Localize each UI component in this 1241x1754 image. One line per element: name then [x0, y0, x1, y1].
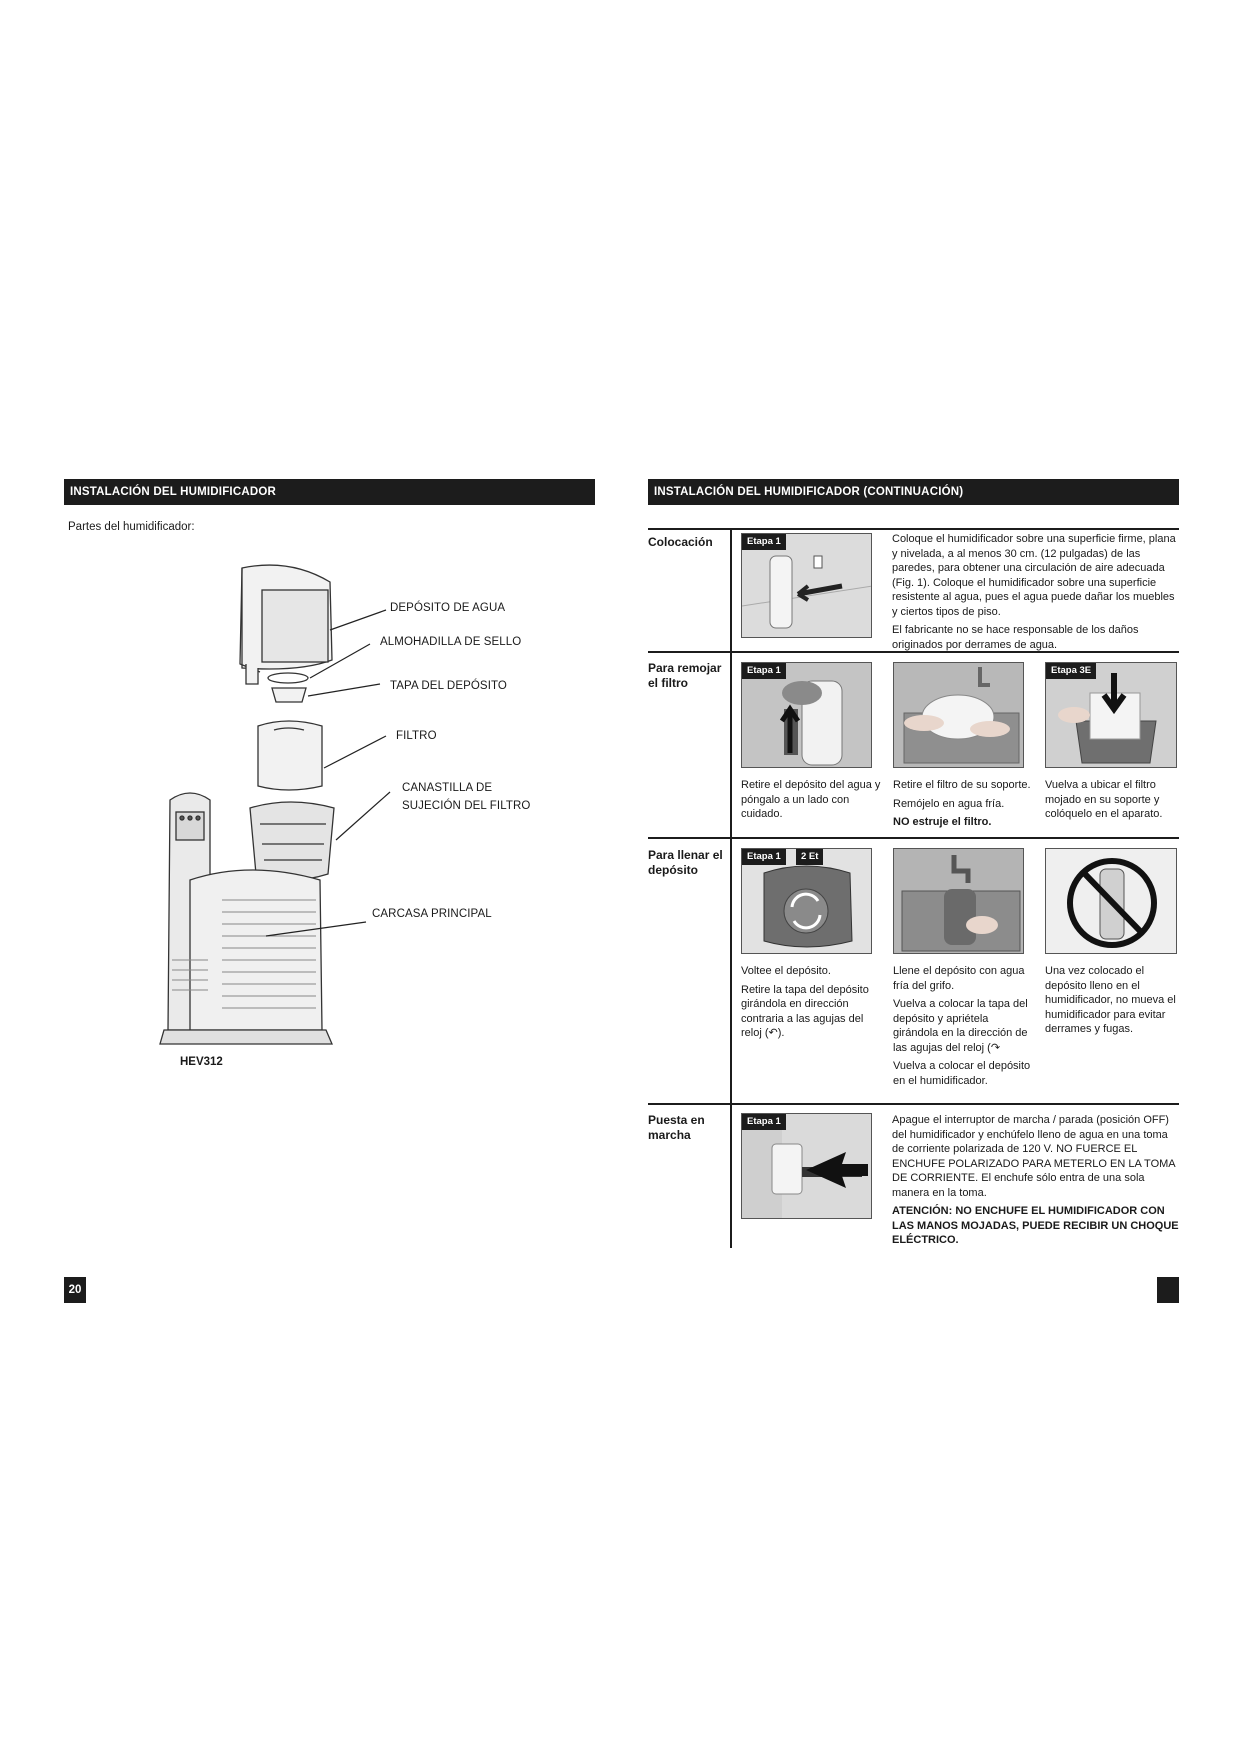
right-section-header: INSTALACIÓN DEL HUMIDIFICADOR (CONTINUACIÓN)	[648, 479, 1179, 505]
llenar-caption-3: Una vez colocado el depósito lleno en el humidificador, no mueva el humidificador para evitar derrames y fugas.	[1045, 965, 1176, 1035]
llenar-caption-2b: Vuelva a colocar la tapa del depósito y apriétela girándola en la dirección de las agujas del reloj (	[893, 998, 1028, 1054]
fill-tank-photo	[893, 848, 1024, 954]
label-almohadilla-de-sello: ALMOHADILLA DE SELLO	[380, 636, 522, 648]
row-rule-puesta	[648, 1103, 1179, 1105]
clockwise-icon: ↷	[990, 1041, 1001, 1054]
llenar-caption-2	[893, 964, 1033, 1092]
remojar-caption-3: Vuelva a ubicar el filtro mojado en su soporte y colóquelo en el aparato.	[1045, 779, 1163, 820]
row-label-puesta-2: marcha	[648, 1128, 691, 1142]
llenar-caption-2c: Vuelva a colocar el depósito en el humidificador.	[893, 1060, 1031, 1087]
parts-subtitle: Partes del humidificador:	[68, 521, 195, 533]
plug-in-photo	[741, 1113, 872, 1219]
remojar-caption-2b: Remójelo en agua fría.	[893, 797, 1005, 810]
row-rule-remojar	[648, 651, 1179, 653]
step-tag-llenar-2: 2 Et	[796, 849, 823, 865]
remojar-caption-2a: Retire el filtro de su soporte.	[893, 779, 1031, 791]
remove-tank-photo	[741, 662, 872, 768]
row-label-remojar-1: Para remojar	[648, 661, 722, 675]
step-tag-puesta: Etapa 1	[742, 1114, 786, 1130]
llenar-caption-2b-wrap	[893, 997, 1033, 1055]
page-number: 20	[64, 1277, 86, 1303]
llenar-caption-1c: ).	[777, 1027, 785, 1039]
counterclockwise-icon: ↶	[768, 1027, 778, 1039]
left-page	[0, 0, 620, 1754]
row-rule-colocacion	[648, 528, 1179, 530]
llenar-caption-1b-wrap	[741, 983, 881, 1041]
step-tag-remojar-1: Etapa 1	[742, 663, 786, 679]
step-tag-llenar-1: Etapa 1	[742, 849, 786, 865]
label-carcasa-principal: CARCASA PRINCIPAL	[372, 908, 492, 920]
label-canastilla-1: CANASTILLA DE	[402, 782, 493, 794]
row-label-colocacion: Colocación	[648, 535, 713, 549]
colocacion-paragraph-1: Coloque el humidificador sobre una superficie firme, plana y nivelada, a al menos 30 cm. (12 pulgadas) de las paredes, para obtener una circulación de aire adecuada (Fig. 1). Coloque el humidificador sobre una superficie resistente al agua, pues el agua puede dañar los muebles y ciertos tipos de piso.	[892, 533, 1176, 618]
label-filtro: FILTRO	[396, 730, 437, 742]
remojar-caption-2	[893, 778, 1033, 834]
llenar-caption-2a: Llene el depósito con agua fría del grifo.	[893, 965, 1025, 992]
label-canastilla-2: SUJECIÓN DEL FILTRO	[402, 800, 531, 812]
fill-tank-illustration	[894, 849, 1024, 954]
remojar-caption-2c: NO estruje el filtro.	[893, 816, 992, 828]
llenar-caption-1b: Retire la tapa del depósito girándola en dirección contraria a las agujas del reloj (	[741, 983, 869, 1039]
puesta-warning: ATENCIÓN: NO ENCHUFE EL HUMIDIFICADOR CON LAS MANOS MOJADAS, PUEDE RECIBIR UN CHOQUE ELÉCTRICO.	[892, 1205, 1179, 1246]
turn-tank-photo	[741, 848, 872, 954]
row-label-remojar-2: el filtro	[648, 676, 689, 690]
soak-filter-photo	[893, 662, 1024, 768]
llenar-caption-1a: Voltee el depósito.	[741, 965, 831, 977]
column-divider	[730, 530, 732, 1248]
left-section-header: INSTALACIÓN DEL HUMIDIFICADOR	[64, 479, 595, 505]
puesta-paragraph: Apague el interruptor de marcha / parada (posición OFF) del humidificador y enchúfelo lleno de agua en una toma de corriente polarizada de 120 V. NO FUERCE EL ENCHUFE POLARIZADO PARA METERLO EN LA TOMA DE CORRIENTE. El enchufe sólo entra de una sola manera en la toma.	[892, 1114, 1176, 1199]
label-tapa-del-deposito: TAPA DEL DEPÓSITO	[390, 680, 507, 692]
right-page	[620, 0, 1241, 1754]
replace-filter-photo	[1045, 662, 1177, 768]
llenar-caption-1	[741, 964, 881, 1045]
step-tag-remojar-3: Etapa 3E	[1046, 663, 1096, 679]
do-not-move-photo	[1045, 848, 1177, 954]
remojar-caption-1: Retire el depósito del agua y póngalo a un lado con cuidado.	[741, 779, 881, 820]
puesta-text	[892, 1113, 1179, 1252]
model-number: HEV312	[180, 1056, 223, 1068]
soak-filter-illustration	[894, 663, 1024, 768]
row-label-llenar-1: Para llenar el	[648, 848, 723, 862]
do-not-move-icon	[1046, 849, 1177, 954]
placement-photo	[741, 533, 872, 638]
colocacion-text	[892, 532, 1179, 656]
row-label-puesta-1: Puesta en	[648, 1113, 705, 1127]
row-label-llenar-2: depósito	[648, 863, 698, 877]
colocacion-paragraph-2: El fabricante no se hace responsable de los daños originados por derrames de agua.	[892, 624, 1139, 651]
row-rule-llenar	[648, 837, 1179, 839]
right-page-corner-block	[1157, 1277, 1179, 1303]
label-deposito-de-agua: DEPÓSITO DE AGUA	[390, 602, 506, 614]
step-tag-colocacion: Etapa 1	[742, 534, 786, 550]
